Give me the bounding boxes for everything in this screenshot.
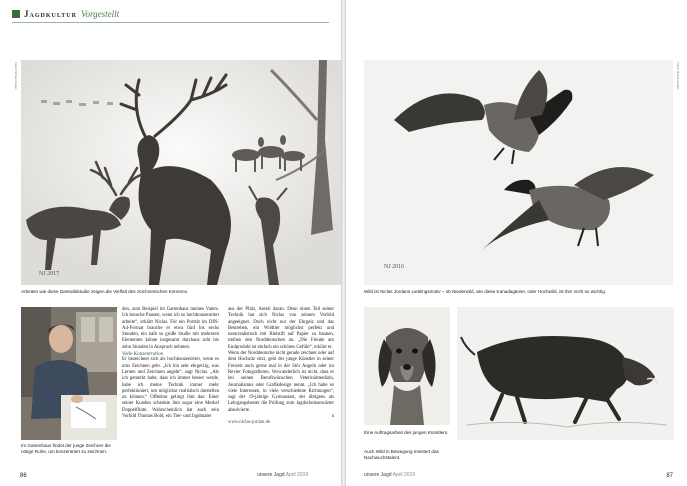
- photo-credit-left: Fotos: Niclas Jordan: [14, 62, 18, 90]
- dog-drawing: [364, 307, 450, 425]
- deer-drawing: [21, 60, 341, 285]
- section-title: Jagdkultur: [24, 9, 77, 19]
- col2-para2: Wenn der Norddeutsche nicht gerade zeichnet oder auf dem Hochsitz sitzt, geht der junge Künstler in seiner Freizeit auch gerne mal in der Stör Angeln oder im Revier Fotografieren. Verwunderlich ist nicht, dass er bei seinen Berufswünschen Veterinärmedizin, Journalismus oder Grafikdesign nennt. „Ich habe so viele Interessen, in viele verschiedene Richtungen“, sagt der 19-jährige Gymnasiast, der übrigens als Lehrgangsbester die Prüfung zum Jagdscheinanwärter absolvierte.: [228, 351, 334, 413]
- article-column-2: [228, 307, 334, 427]
- section-header: [12, 9, 119, 19]
- dog-drawing-art: [364, 307, 450, 425]
- artist-caption: Im Gartenhaus findet der junge Zeichner die nötige Ruhe, um konzentriert zu zeichnen.: [21, 443, 111, 454]
- section-subtitle: Vorgestellt: [80, 9, 120, 19]
- end-mark: n: [331, 414, 334, 420]
- right-footer-mag-name: unsere Jagd: [364, 472, 392, 478]
- col1-para2: Er bezeichnet sich als hochkonzentriert, wenn es ums Zeichnen geht. „Ich bin sehr ehrgeizig, was Lernen und Zeichnen angeht“, sagt Niclas. „Als ich gemerkt habe, dass ich immer besser werde, habe ich meine Technik immer mehr perfektioniert, um möglichst realistisch darstellen zu können.“ Offenbar gelingt ihm das: Einer seiner Kunden schenkte ihm sogar eine Merkel Doppelflinte. Wahrscheinlich hat auch sein Vorbild Thomas Bold, ein Tier- und Jagdmaler: [122, 357, 219, 420]
- right-footer-magazine: [364, 472, 415, 478]
- left-footer-mag-name: unsere Jagd: [257, 472, 285, 478]
- artist-photo-art: [21, 307, 117, 440]
- right-page-number: 87: [666, 473, 673, 479]
- right-footer-issue: April 2019: [392, 472, 416, 478]
- artist-website-link[interactable]: www.niclas-jordan.de: [228, 420, 271, 426]
- svg-text:NJ 2016: NJ 2016: [384, 264, 405, 270]
- left-footer-magazine: [257, 472, 308, 478]
- dog-caption: Eine Auftragsarbeit des jungen Künstlers.: [364, 430, 449, 435]
- geese-drawing: [364, 60, 673, 285]
- geese-drawing-art: [364, 60, 673, 285]
- geese-caption: Wild ist Niclas Jordans Lieblingsmotiv – ob Niederwild, wie diese Kanadagänse, oder Hochwild, ist ihm nicht so wichtig.: [364, 289, 607, 294]
- left-page: [0, 0, 341, 486]
- left-page-number: 86: [20, 473, 27, 479]
- boar-drawing: [457, 307, 674, 440]
- article-column-1: [122, 307, 219, 420]
- section-marker: [12, 10, 20, 18]
- deer-drawing-art: [21, 60, 341, 285]
- boar-drawing-art: [457, 307, 674, 440]
- article-subhead: Volle Konzentration: [122, 351, 164, 358]
- deer-caption: Arbeiten wie diese Damwildstudie zeigen die Vielfalt des zeichnerischen Könnens.: [21, 289, 189, 294]
- artist-photo: [21, 307, 117, 440]
- header-rule: [12, 22, 329, 23]
- svg-text:NJ 2017: NJ 2017: [39, 271, 60, 277]
- right-page: [346, 0, 687, 486]
- col2-para1: aus der Pfalz, Anteil daran. Denn einen Teil seiner Technik hat sich Niclas von seinem Vorbild angeeignet. Doch nicht nur der Ehrgeiz und das Bestreben, ein Wildtier möglichst perfekt und naturrealistisch mit Bleistift auf Papier zu bannen, treiben den Norddeutschen an. „Die Freude am Endprodukt ist einfach ein schönes Gefühl“, erklärt er.: [228, 307, 334, 350]
- boar-caption: Auch Wild in Bewegung meistert das Nachwuchstalent.: [364, 449, 439, 460]
- photo-credit-right: Fotos: Niclas Jordan: [676, 62, 680, 90]
- col1-para1: den, zum Beispiel im Gartenhaus meines Vaters. Ich brauche Pausen, wenn ich so hochkonzentriert arbeite“, erklärt Niclas. Für ein Porträt im DIN-A4-Format brauche er etwa fünf bis sechs Stunden, ein halb so große Studie mit mehreren Elementen könne insgesamt durchaus acht bis zehn Stunden in Anspruch nehmen.: [122, 307, 219, 350]
- left-footer-issue: April 2019: [285, 472, 309, 478]
